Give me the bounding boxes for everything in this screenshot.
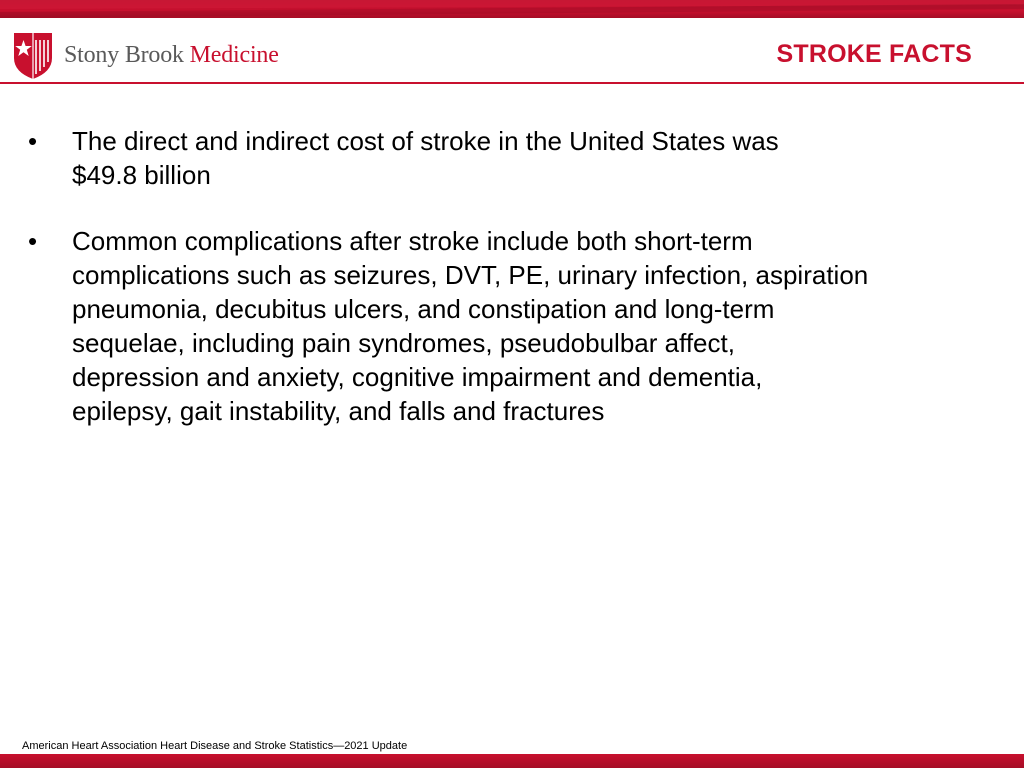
shield-star-icon bbox=[12, 30, 54, 80]
bullet-item bbox=[28, 124, 968, 192]
stony-brook-medicine-logo bbox=[12, 30, 279, 80]
top-decorative-band bbox=[0, 0, 1024, 18]
header-divider bbox=[0, 82, 1024, 84]
slide-content bbox=[28, 124, 968, 460]
bullet-text: The direct and indirect cost of stroke in the United States was $49.8 billion bbox=[72, 126, 779, 190]
slide-title: STROKE FACTS bbox=[776, 40, 972, 68]
bullet-text: Common complications after stroke include both short-term complications such as seizures, DVT, PE, urinary infection, aspiration pneumonia, decubitus ulcers, and constipation and long-term sequelae, including pain syndromes, pseudobulbar affect, depression and anxiety, cognitive impairment and dementia, epilepsy, gait instability, and falls and fractures bbox=[72, 226, 869, 426]
bullet-marker: • bbox=[28, 226, 38, 256]
brand-name-part2: Medicine bbox=[189, 41, 279, 68]
band-stripes bbox=[0, 0, 1024, 18]
source-citation: American Heart Association Heart Disease and Stroke Statistics—2021 Update bbox=[22, 740, 408, 752]
bullet-item bbox=[28, 224, 968, 428]
bullet-marker: • bbox=[28, 126, 38, 156]
bottom-decorative-band bbox=[0, 754, 1024, 768]
brand-name-part1: Stony Brook bbox=[64, 41, 190, 68]
brand-name bbox=[64, 42, 279, 69]
